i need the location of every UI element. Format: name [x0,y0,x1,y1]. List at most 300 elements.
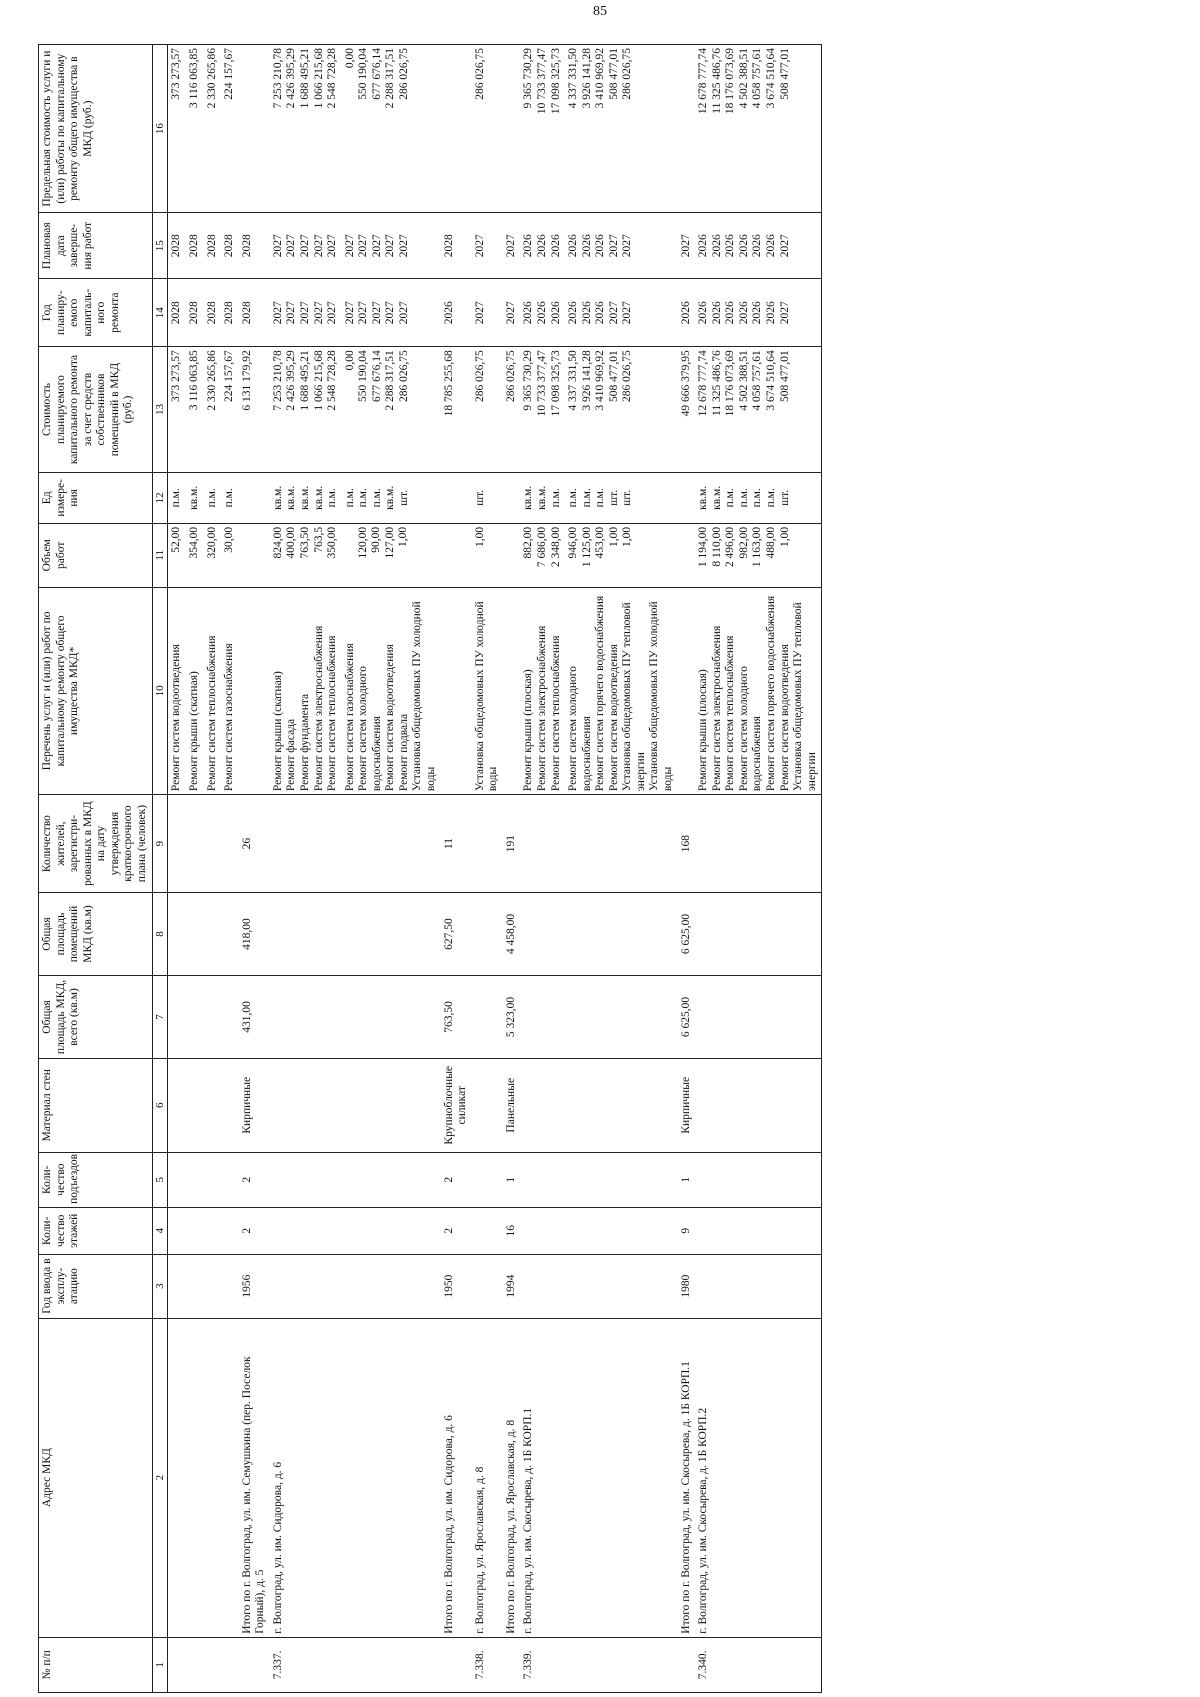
completion-date: 2027 [384,234,397,258]
planned-cost: 2 426 395,29 [285,350,298,411]
max-cost: 373 273,57 [170,48,183,100]
row-number: 7.337. [270,1637,342,1692]
work-volume: 1,00 [397,526,410,547]
planned-cost-cell [565,347,678,473]
planned-cost-cell [204,347,222,473]
work-list: Ремонт систем водоотведения [778,644,791,792]
address: Итого по г. Волгоград, ул. им. Сидорова, д. 6 [441,1318,472,1637]
max-cost-cell [239,45,270,213]
work-volume: 2 496,00 [724,526,737,568]
planned-cost: 508 477,01 [607,350,620,402]
max-cost-cell [695,45,822,213]
max-cost: 286 026,75 [397,48,410,100]
work-list: Ремонт систем водоотведения [170,644,183,792]
table-row [441,45,472,1693]
planned-cost-cell [503,347,521,473]
work-volume: 453,00 [594,526,607,559]
header-cell: Адрес МКД [39,1318,153,1637]
completion-date: 2026 [594,234,607,258]
wall-material [168,1058,186,1152]
floor-count [472,1207,503,1254]
address [204,1318,222,1637]
completion-date-cell [472,213,503,279]
work-list: Ремонт фундамента [298,693,311,792]
planned-cost-cell [342,347,441,473]
planned-cost: 4 502 388,51 [737,350,750,411]
planned-cost-cell [221,347,239,473]
work-list: Ремонт систем газоснабжения [223,643,236,792]
planned-year: 2026 [522,301,535,325]
header-cell: Объем работ [39,523,153,587]
work-volume: 350,00 [326,526,339,559]
residents-count [472,795,503,893]
planned-cost: 11 325 486,76 [710,350,723,416]
unit: кв.м. [697,485,710,510]
unit: шт. [397,489,410,506]
entrance-count [695,1152,822,1207]
residents-count [270,795,342,893]
entrance-count [168,1152,186,1207]
unit: кв.м. [271,485,284,510]
wall-material [204,1058,222,1152]
table-row [168,45,186,1693]
unit-cell [503,472,521,523]
work-list: Установка общедомовых ПУ холодной воды [473,601,500,792]
unit-cell [678,472,696,523]
header-cell: Ед измере-ния [39,472,153,523]
work-list: Установка общедомовых ПУ тепловой энергии [621,602,647,792]
table-row [678,45,696,1693]
unit: п.м. [357,488,370,508]
unit: шт. [607,489,620,506]
unit: п.м. [737,488,750,508]
work-list-cell [168,587,186,794]
planned-cost-cell [186,347,204,473]
unit-cell [441,472,472,523]
completion-date: 2026 [737,234,750,258]
planned-cost: 286 026,75 [473,350,486,402]
max-cost-cell [204,45,222,213]
table-row [186,45,204,1693]
rooms-area [520,893,565,976]
work-list: Ремонт систем газоснабжения [343,643,356,792]
planned-cost: 9 365 730,29 [522,350,535,411]
work-list: Ремонт систем теплоснабжения [205,635,218,792]
wall-material: Кирпичные [239,1058,270,1152]
column-number: 6 [152,1058,168,1152]
planned-cost-cell [520,347,565,473]
work-list: Ремонт систем теплоснабжения [724,635,737,792]
entrance-count [520,1152,565,1207]
max-cost: 10 733 377,47 [535,48,548,115]
planned-cost: 3 410 969,92 [594,350,607,411]
wall-material [472,1058,503,1152]
residents-count [342,795,441,893]
completion-date: 2027 [397,234,410,258]
completion-date: 2027 [473,234,486,258]
max-cost: 2 330 265,86 [205,48,218,109]
work-list: Ремонт крыши (скатная) [188,671,201,792]
total-area [204,975,222,1058]
planned-year-cell [204,279,222,347]
residents-count [565,795,678,893]
column-number: 10 [152,587,168,794]
header-cell: Общая площадь помещений МКД (кв.м) [39,893,153,976]
work-volume-cell [695,523,822,587]
header-cell: № п/п [39,1637,153,1692]
work-list: Ремонт фасада [285,718,298,792]
rooms-area [204,893,222,976]
floor-count [168,1207,186,1254]
completion-date: 2027 [370,234,383,258]
planned-year: 2027 [312,301,325,325]
planned-cost: 12 678 777,74 [697,350,710,417]
work-list-cell [204,587,222,794]
work-list-cell [472,587,503,794]
completion-date: 2027 [504,234,517,258]
completion-date-cell [204,213,222,279]
table-row [204,45,222,1693]
planned-year-cell [695,279,822,347]
rooms-area [221,893,239,976]
header-row [39,45,153,1693]
address: г. Волгоград, ул. им. Скосырева, д. 1Б КОРП.2 [695,1318,822,1637]
work-volume-cell [221,523,239,587]
row-number [441,1637,472,1692]
unit: п.м. [724,488,737,508]
row-number [678,1637,696,1692]
entrance-count [342,1152,441,1207]
planned-year-cell [221,279,239,347]
max-cost: 1 688 495,21 [298,48,311,109]
header-cell: Коли-чество подъездов [39,1152,153,1207]
completion-date: 2028 [188,234,201,258]
planned-cost: 4 337 331,50 [567,350,580,411]
work-volume: 1,00 [607,526,620,547]
address: Итого по г. Волгоград, ул. им. Семушкина (пер. Поселок Горный), д. 5 [239,1318,270,1637]
work-volume-cell [441,523,472,587]
work-volume: 982,00 [737,526,750,559]
work-volume-cell [168,523,186,587]
work-volume: 1 194,00 [697,526,710,568]
address: г. Волгоград, ул. им. Сидорова, д. 6 [270,1318,342,1637]
work-volume: 2 348,00 [549,526,562,568]
planned-year: 2026 [442,301,455,325]
work-list-cell [441,587,472,794]
planned-cost-cell [441,347,472,473]
unit-cell [221,472,239,523]
max-cost: 508 477,01 [607,48,620,100]
address [168,1318,186,1637]
floor-count [565,1207,678,1254]
header-cell: Количество жителей, зарегистри-рованных в МКД на дату утверждения краткосрочного плана (человек) [39,795,153,893]
planned-year: 2028 [188,301,201,325]
column-number: 11 [152,523,168,587]
row-number [239,1637,270,1692]
planned-cost-cell [695,347,822,473]
planned-cost-cell [270,347,342,473]
planned-year-cell [270,279,342,347]
unit: кв.м. [384,485,397,510]
address [221,1318,239,1637]
work-list-cell [520,587,565,794]
max-cost: 0,00 [343,48,356,69]
unit-cell [186,472,204,523]
year-built [168,1254,186,1318]
planned-year: 2026 [764,301,777,325]
planned-year: 2026 [737,301,750,325]
max-cost-cell [472,45,503,213]
unit: кв.м. [535,485,548,510]
work-list: Ремонт систем холодного водоснабжения [737,666,764,792]
planned-year: 2027 [384,301,397,325]
work-volume-cell [565,523,678,587]
residents-count: 11 [441,795,472,893]
work-volume-cell [239,523,270,587]
max-cost: 2 548 728,28 [326,48,339,109]
max-cost: 12 678 777,74 [697,48,710,115]
unit-cell [342,472,441,523]
residents-count [168,795,186,893]
rooms-area: 418,00 [239,893,270,976]
rooms-area [472,893,503,976]
planned-cost: 18 176 073,69 [724,350,737,417]
completion-date: 2026 [535,234,548,258]
column-number: 4 [152,1207,168,1254]
unit: п.м. [326,488,339,508]
completion-date: 2027 [343,234,356,258]
total-area: 763,50 [441,975,472,1058]
work-volume-cell [186,523,204,587]
wall-material [270,1058,342,1152]
completion-date: 2026 [567,234,580,258]
work-volume: 1,00 [621,526,634,547]
work-volume: 1,00 [778,526,791,547]
page-number: 85 [593,4,607,19]
max-cost: 3 926 141,28 [580,48,593,109]
planned-year: 2027 [778,301,791,325]
column-number: 1 [152,1637,168,1692]
rooms-area: 4 458,00 [503,893,521,976]
work-volume: 8 110,00 [710,526,723,567]
table-row [472,45,503,1693]
completion-date: 2028 [205,234,218,258]
max-cost-cell [186,45,204,213]
completion-date: 2027 [298,234,311,258]
planned-year: 2026 [679,301,692,325]
planned-year: 2027 [298,301,311,325]
planned-year: 2027 [326,301,339,325]
rooms-area [168,893,186,976]
work-list-cell [565,587,678,794]
max-cost: 677 676,14 [370,48,383,100]
work-volume: 127,00 [383,526,396,559]
work-volume-cell [472,523,503,587]
row-number [168,1637,186,1692]
floor-count [186,1207,204,1254]
planned-cost: 4 058 757,61 [751,350,764,411]
planned-year: 2026 [751,301,764,325]
completion-date: 2026 [751,234,764,258]
year-built [472,1254,503,1318]
row-number: 7.338. [472,1637,503,1692]
completion-date: 2027 [621,234,634,258]
work-volume: 824,00 [271,526,284,559]
max-cost: 7 253 210,78 [271,48,284,109]
planned-year: 2027 [607,301,620,325]
max-cost: 286 026,75 [621,48,634,100]
table-row [503,45,521,1693]
max-cost: 9 365 730,29 [522,48,535,109]
year-built: 1980 [678,1254,696,1318]
residents-count: 26 [239,795,270,893]
work-list: Установка общедомовых ПУ холодной воды [648,601,675,792]
unit: п.м. [370,488,383,508]
column-number: 7 [152,975,168,1058]
completion-date: 2026 [580,234,593,258]
address [342,1318,441,1637]
table-row [520,45,565,1693]
completion-date: 2026 [764,234,777,258]
entrance-count [186,1152,204,1207]
work-volume: 488,00 [764,526,777,559]
completion-date: 2026 [710,234,723,258]
planned-year: 2026 [724,301,737,325]
completion-date: 2028 [240,234,253,258]
work-volume [344,527,357,584]
planned-cost: 677 676,14 [370,350,383,402]
year-built [342,1254,441,1318]
entrance-count [270,1152,342,1207]
table-body [168,45,822,1693]
max-cost-cell [678,45,696,213]
planned-cost: 286 026,75 [621,350,634,402]
unit-cell [520,472,565,523]
completion-date-cell [678,213,696,279]
work-volume: 354,00 [188,526,201,559]
work-list: Ремонт систем горячего водоснабжения [764,595,777,792]
max-cost: 3 674 510,64 [764,48,777,109]
year-built [270,1254,342,1318]
planned-year: 2027 [621,301,634,325]
work-list-cell [503,587,521,794]
total-area [565,975,678,1058]
total-area [270,975,342,1058]
completion-date-cell [441,213,472,279]
unit: п.м. [580,488,593,508]
planned-year: 2026 [580,301,593,325]
header-cell: Год ввода в эксплу-атацию [39,1254,153,1318]
floor-count: 9 [678,1207,696,1254]
planned-cost: 2 330 265,86 [205,350,218,411]
total-area: 6 625,00 [678,975,696,1058]
completion-date: 2027 [778,234,791,258]
max-cost: 2 288 317,51 [384,48,397,109]
table-row [565,45,678,1693]
work-list: Ремонт систем водоотведения [384,644,397,792]
completion-date-cell [695,213,822,279]
header-cell: Год планиру-емого капиталь-ного ремонта [39,279,153,347]
work-volume: 120,00 [356,526,369,559]
table-row [239,45,270,1693]
floor-count [270,1207,342,1254]
total-area [342,975,441,1058]
unit-cell [168,472,186,523]
planned-year-cell [342,279,441,347]
unit: п.м. [223,488,236,508]
planned-year: 2028 [223,301,236,325]
max-cost: 4 058 757,61 [751,48,764,109]
year-built: 1950 [441,1254,472,1318]
max-cost: 11 325 486,76 [710,48,723,114]
total-area [472,975,503,1058]
work-list: Ремонт систем электроснабжения [312,625,325,792]
residents-count: 168 [678,795,696,893]
work-volume-cell [520,523,565,587]
rooms-area: 6 625,00 [678,893,696,976]
address: г. Волгоград, ул. им. Скосырева, д. 1Б КОРП.1 [520,1318,565,1637]
total-area [695,975,822,1058]
address: Итого по г. Волгоград, ул. Ярославская, д. 8 [503,1318,521,1637]
planned-cost: 0,00 [343,350,356,371]
column-number: 8 [152,893,168,976]
year-built [221,1254,239,1318]
header-cell: Стоимость планируемого капитального ремонта за счет средств собственников помещений в МКД (руб.) [39,347,153,473]
planned-cost: 2 288 317,51 [384,350,397,411]
planned-cost: 224 157,67 [223,350,236,402]
year-built [204,1254,222,1318]
column-number: 5 [152,1152,168,1207]
rooms-area [695,893,822,976]
column-number: 12 [152,472,168,523]
entrance-count [221,1152,239,1207]
residents-count [186,795,204,893]
unit-cell [695,472,822,523]
entrance-count: 1 [678,1152,696,1207]
max-cost-cell [441,45,472,213]
column-number: 2 [152,1318,168,1637]
max-cost-cell [503,45,521,213]
work-list: Ремонт систем электроснабжения [535,625,548,792]
unit-cell [239,472,270,523]
table-row [342,45,441,1693]
work-list-cell [270,587,342,794]
entrance-count: 2 [441,1152,472,1207]
planned-year-cell [520,279,565,347]
work-list: Ремонт крыши (плоская) [697,669,710,792]
wall-material [520,1058,565,1152]
planned-cost: 508 477,01 [778,350,791,402]
work-volume: 763,5 [312,526,325,553]
planned-cost: 7 253 210,78 [271,350,284,411]
table-row [270,45,342,1693]
address: Итого по г. Волгоград, ул. им. Скосырева, д. 1Б КОРП.1 [678,1318,696,1637]
planned-year: 2026 [549,301,562,325]
unit: кв.м. [312,485,325,510]
capital-repair-table [38,44,822,1693]
work-list-cell [342,587,441,794]
work-volume: 763,50 [298,526,311,559]
planned-cost: 1 688 495,21 [298,350,311,411]
column-number: 3 [152,1254,168,1318]
work-list: Ремонт систем водоотведения [607,644,620,792]
planned-cost: 6 131 179,92 [240,350,253,411]
max-cost: 4 502 388,51 [737,48,750,109]
work-list: Ремонт крыши (скатная) [271,671,284,792]
completion-date-cell [270,213,342,279]
work-volume: 1 163,00 [751,526,764,568]
work-list-cell [695,587,822,794]
